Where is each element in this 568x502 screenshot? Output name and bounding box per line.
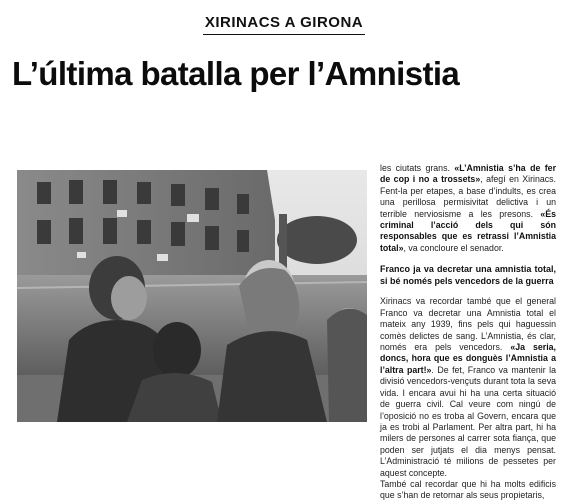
kicker-text: XIRINACS A GIRONA <box>203 14 365 35</box>
quote: «Ja seria, doncs, hora que es donguès l’Amnistia a l’altra part!» <box>380 342 556 375</box>
paragraph-text: Xirinacs va recordar també que el general Franco va decretar una Amnistia total el mateix any 1939, fins pels qui haguessin comès delictes de sang. L’Amnistia, és clar, només era pels vencedors. <box>380 296 556 353</box>
article-headline: L’última batalla per l’Amnistia <box>12 55 460 92</box>
quote: «És criminal l’acció dels qui són responsables que es retrassi l’Amnistia total» <box>380 208 556 253</box>
section-kicker <box>0 14 568 35</box>
subheading: Franco ja va decretar una amnistia total, si bé només pels vencedors de la guerra <box>380 264 556 286</box>
paragraph-text: , afegí en Xirinacs. Fent-la per etapes, a base d’indults, es crea una perillosa permisivitat delictiva i un terrible nerviosisme a les presons. <box>380 174 557 219</box>
paragraph-3: També cal recordar que hi ha molts edificis que s’han de retornar als seus propietaris, <box>380 478 556 501</box>
paragraph-2 <box>380 296 556 479</box>
paragraph-text: . De fet, Franco va mantenir la divisió vencedors-vençuts durant tota la seva vida. I encara avui hi ha una certa situació de guerra civil. Cal veure com ningú de l’oposició no es troba al Govern, encara que ja es trobi al Parlament. Per altra part, hi ha milers de persones al carrer sota fiança, que poden ser jutjats el dia menys pensat. L’Administració té milions de pessetes per aquest concepte. <box>380 364 556 478</box>
article-photo <box>17 170 367 422</box>
paragraph-text: les ciutats grans. <box>380 163 455 173</box>
quote: «L’Amnistia s’ha de fer de cop i no a trossets» <box>380 163 556 185</box>
paragraph-text: , va concloure el senador. <box>403 242 504 253</box>
paragraph-1 <box>380 163 556 254</box>
article-column <box>380 163 556 502</box>
street-photo-icon <box>17 170 367 422</box>
